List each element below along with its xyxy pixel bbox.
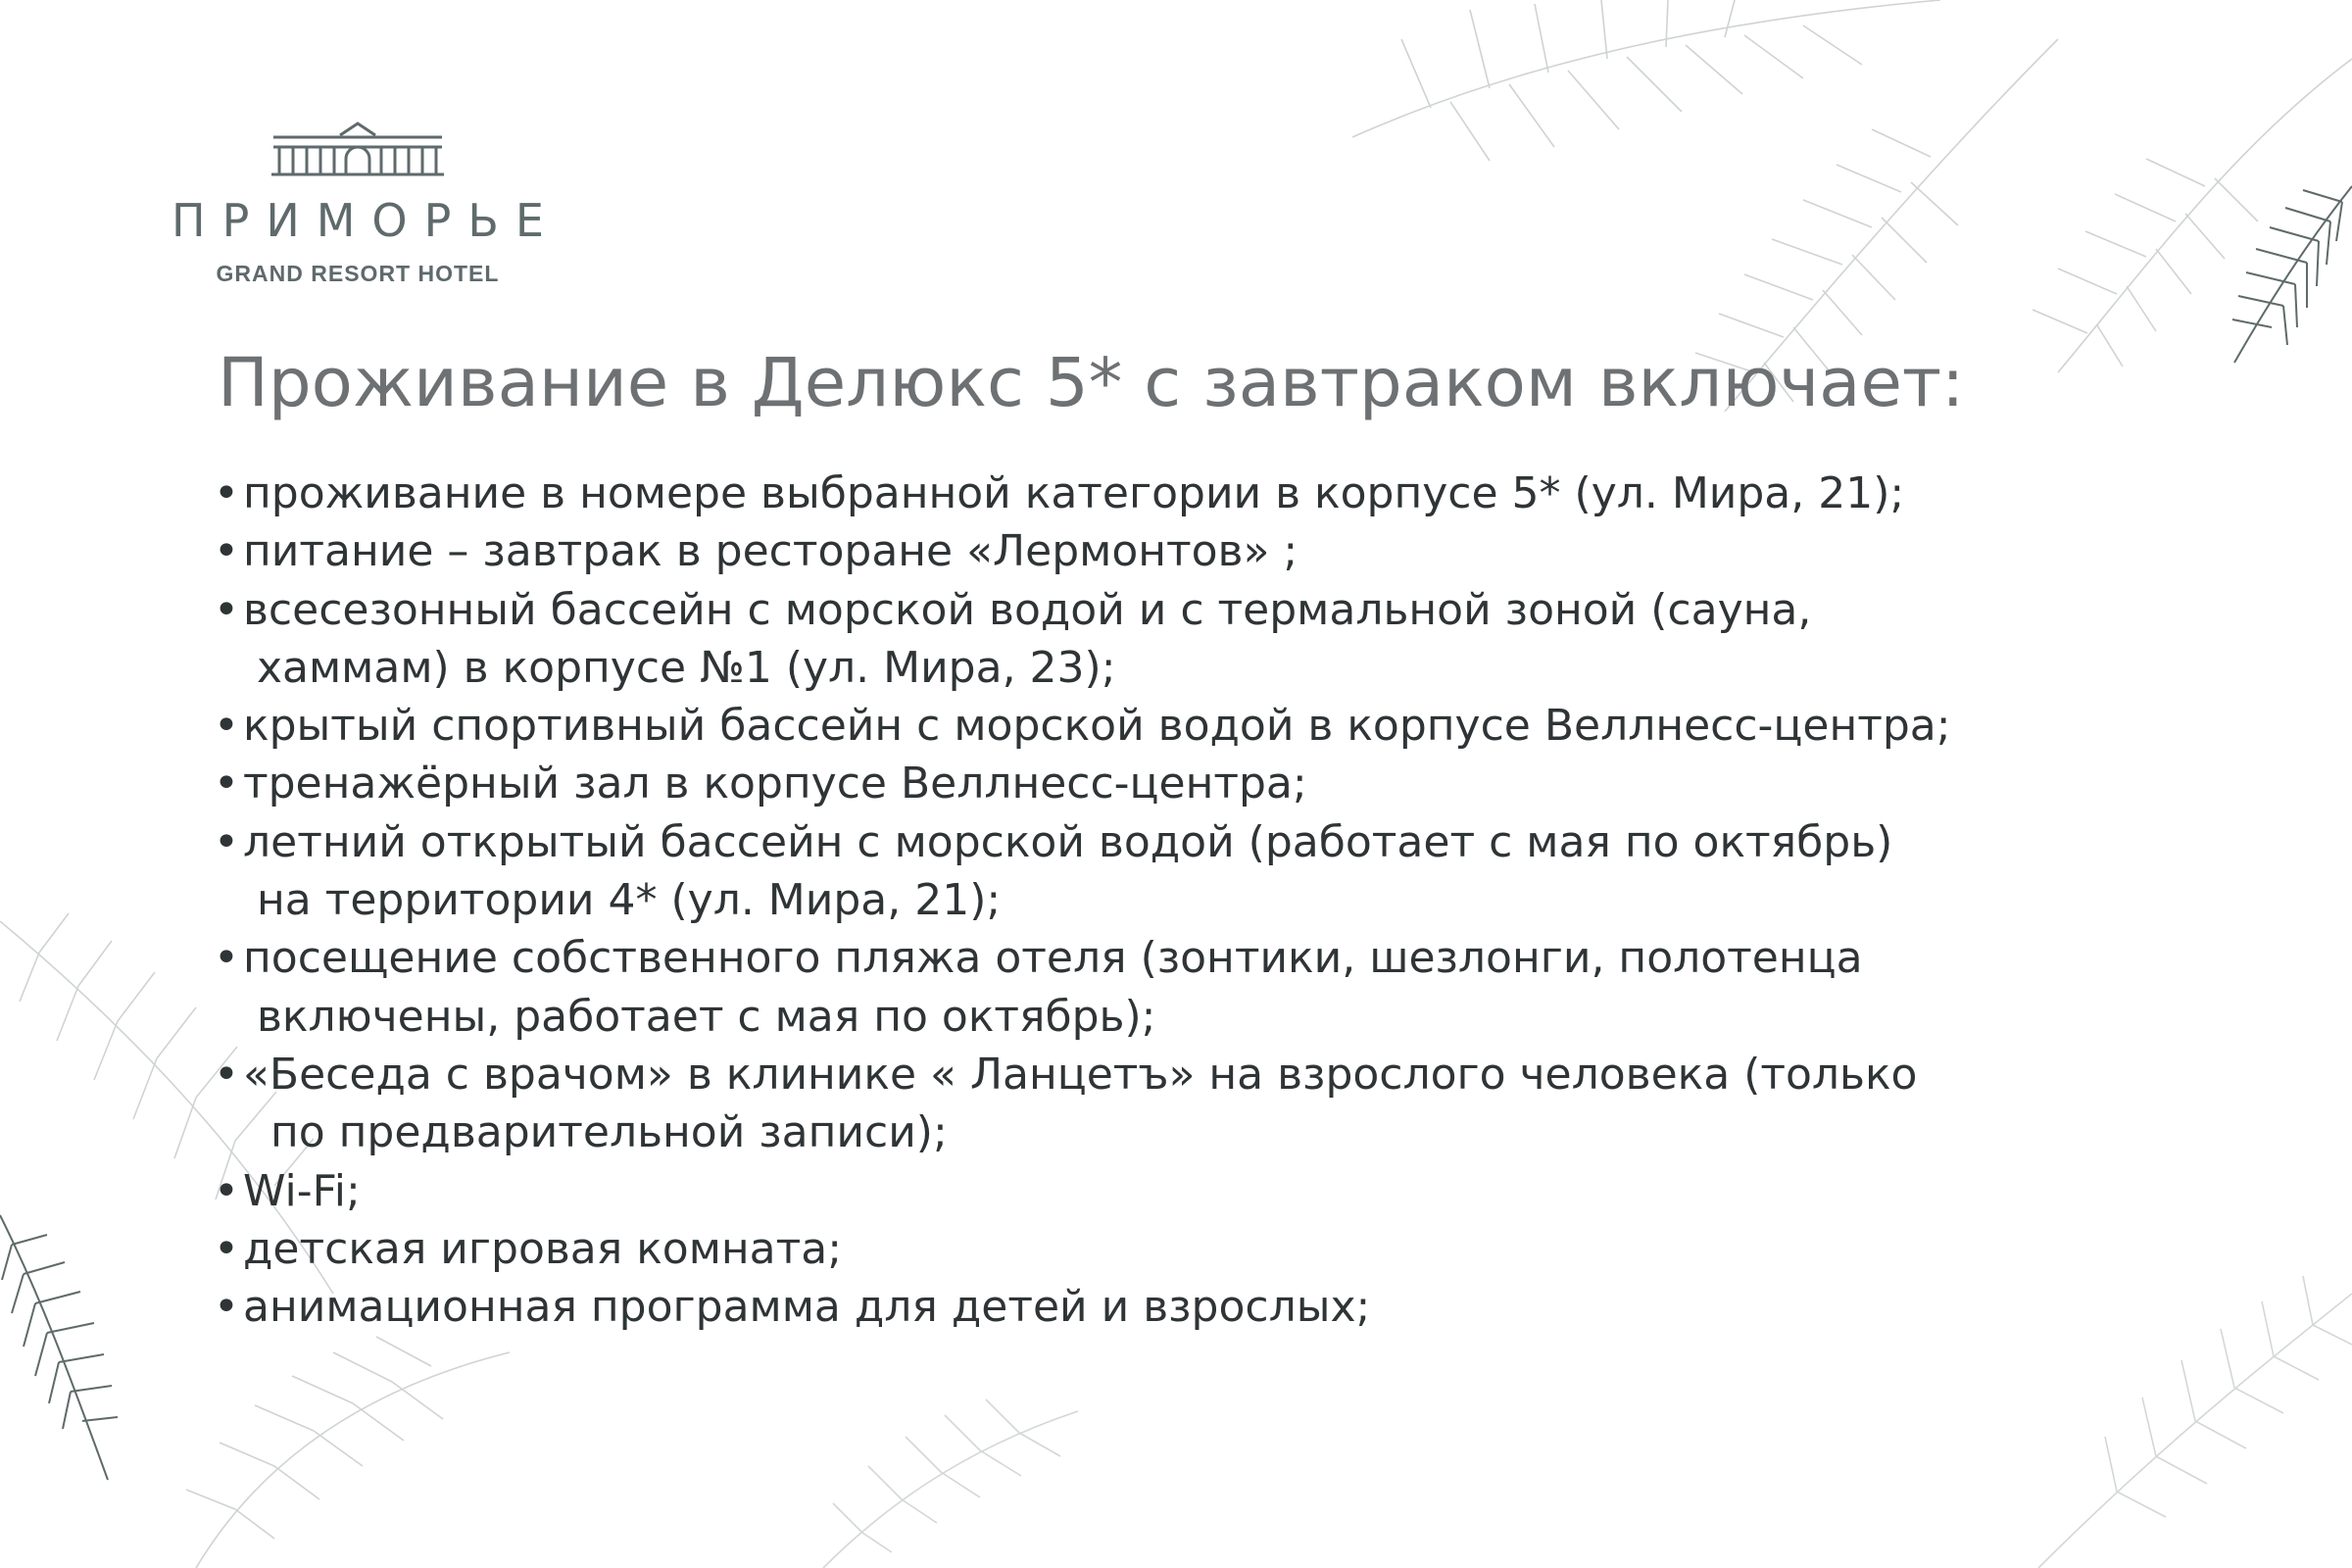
list-item: • «Беседа с врачом» в клинике « Ланцетъ» на взрослого человека (только по предварительной записи); <box>214 1046 2232 1162</box>
page-title: Проживание в Делюкс 5* с завтраком включает: <box>218 344 1965 422</box>
list-item: • детская игровая комната; <box>214 1220 2232 1278</box>
logo-subtitle: GRAND RESORT HOTEL <box>216 261 500 286</box>
list-item: • летний открытый бассейн с морской водой (работает с мая по октябрь) на территории 4* (ул. Мира, 21); <box>214 813 2232 930</box>
list-item: • крытый спортивный бассейн с морской водой в корпусе Веллнесс-центра; <box>214 697 2232 755</box>
hotel-logo <box>137 122 578 285</box>
list-item: • питание – завтрак в ресторане «Лермонтов» ; <box>214 522 2232 580</box>
pine-branch-left-dark-icon <box>0 1196 137 1490</box>
list-item: • посещение собственного пляжа отеля (зонтики, шезлонги, полотенца включены, работает с мая по октябрь); <box>214 929 2232 1046</box>
pine-branch-bottom-center-icon <box>804 1372 1098 1568</box>
pine-branch-right-dark-icon <box>2195 147 2352 382</box>
logo-name: ПРИМОРЬЕ <box>172 194 561 247</box>
list-item: • тренажёрный зал в корпусе Веллнесс-центра; <box>214 755 2232 812</box>
building-logo-icon <box>270 122 446 176</box>
list-item: • анимационная программа для детей и взрослых; <box>214 1278 2232 1336</box>
list-item: • проживание в номере выбранной категории в корпусе 5* (ул. Мира, 21); <box>214 465 2232 522</box>
inclusions-list <box>214 465 2232 1336</box>
list-item: • всесезонный бассейн с морской водой и с термальной зоной (сауна, хаммам) в корпусе №1 (ул. Мира, 23); <box>214 581 2232 698</box>
list-item: • Wi-Fi; <box>214 1162 2232 1220</box>
